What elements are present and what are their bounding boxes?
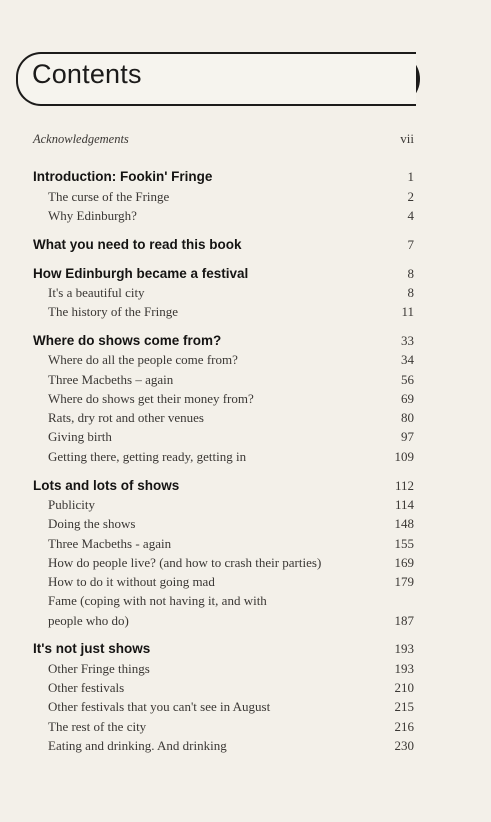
- entry-page-number: 7: [407, 237, 414, 252]
- chapter-entry: [0, 476, 491, 496]
- entry-page-number: 210: [394, 680, 414, 695]
- entry-title: What you need to read this book: [33, 237, 242, 252]
- entry-page-number: 109: [394, 449, 414, 464]
- section-entry: [0, 283, 491, 303]
- section-entry: [0, 370, 491, 390]
- entry-title: Doing the shows: [48, 516, 136, 531]
- entry-page-number: 216: [394, 719, 414, 734]
- section-entry: [0, 553, 491, 573]
- entry-title: Other festivals: [48, 680, 125, 695]
- entry-title: The curse of the Fringe: [48, 189, 170, 204]
- entry-page-number: 215: [394, 699, 414, 714]
- chapter-entry: [0, 264, 491, 284]
- section-entry: [0, 187, 491, 207]
- entry-title: It's a beautiful city: [48, 285, 145, 300]
- entry-title: Rats, dry rot and other venues: [48, 410, 204, 425]
- entry-title: Eating and drinking. And drinking: [48, 738, 227, 753]
- page-title: Contents: [32, 59, 142, 89]
- entry-page-number: 4: [407, 208, 414, 223]
- entry-page-number: 155: [394, 536, 414, 551]
- entry-page-number: 193: [394, 661, 414, 676]
- section-entry: [0, 408, 491, 428]
- section-entry: [0, 736, 491, 756]
- section-entry: [0, 534, 491, 554]
- section-entry: [0, 514, 491, 534]
- entry-title: Fame (coping with not having it, and with: [48, 593, 267, 608]
- entry-page-number: 169: [394, 555, 414, 570]
- section-entry: [0, 427, 491, 447]
- section-entry: [0, 302, 491, 322]
- section-entry: [0, 659, 491, 679]
- section-entry: [0, 206, 491, 226]
- entry-title: Where do shows come from?: [33, 333, 222, 348]
- entry-title: Three Macbeths - again: [48, 536, 172, 551]
- entry-page-number: 8: [407, 285, 414, 300]
- entry-title: Where do all the people come from?: [48, 352, 238, 367]
- section-entry: [0, 495, 491, 515]
- entry-page-number: 114: [394, 497, 414, 512]
- entry-page-number: 69: [401, 391, 414, 406]
- entry-title: How to do it without going mad: [48, 574, 215, 589]
- chapter-entry: [0, 167, 491, 187]
- entry-page-number: 97: [401, 429, 414, 444]
- entry-title: Giving birth: [48, 429, 112, 444]
- entry-title: Introduction: Fookin' Fringe: [33, 169, 213, 184]
- entry-page-number: 1: [407, 169, 414, 184]
- entry-title: How do people live? (and how to crash their parties): [48, 555, 322, 570]
- entry-page-number: vii: [400, 131, 414, 146]
- section-entry: [0, 611, 491, 631]
- front-matter-entry: [0, 129, 491, 149]
- section-entry: [0, 389, 491, 409]
- entry-title: Getting there, getting ready, getting in: [48, 449, 247, 464]
- chapter-entry: [0, 331, 491, 351]
- section-entry: [0, 350, 491, 370]
- entry-page-number: 56: [401, 372, 414, 387]
- entry-page-number: 230: [394, 738, 414, 753]
- entry-page-number: 33: [401, 333, 414, 348]
- entry-title: The rest of the city: [48, 719, 147, 734]
- entry-title: Other Fringe things: [48, 661, 150, 676]
- section-entry: [0, 678, 491, 698]
- entry-title: Publicity: [48, 497, 95, 512]
- section-entry: [0, 717, 491, 737]
- entry-title: Acknowledgements: [33, 132, 129, 146]
- entry-title: Where do shows get their money from?: [48, 391, 254, 406]
- entry-page-number: 34: [401, 352, 414, 367]
- entry-page-number: 179: [394, 574, 414, 589]
- entry-page-number: 11: [401, 304, 414, 319]
- chapter-entry: [0, 235, 491, 255]
- entry-title: It's not just shows: [33, 641, 151, 656]
- section-entry: [0, 572, 491, 592]
- entry-page-number: 2: [407, 189, 414, 204]
- entry-title: Lots and lots of shows: [33, 478, 180, 493]
- entry-page-number: 80: [401, 410, 414, 425]
- entry-title: Three Macbeths – again: [48, 372, 174, 387]
- entry-title: The history of the Fringe: [48, 304, 178, 319]
- entry-title: Other festivals that you can't see in August: [48, 699, 271, 714]
- section-entry: [0, 697, 491, 717]
- section-entry: [0, 447, 491, 467]
- entry-page-number: 148: [394, 516, 414, 531]
- entry-page-number: 193: [394, 641, 414, 656]
- entry-page-number: 8: [407, 266, 414, 281]
- entry-title: How Edinburgh became a festival: [33, 266, 249, 281]
- section-entry: [0, 591, 491, 611]
- chapter-entry: [0, 639, 491, 659]
- entry-page-number: 112: [394, 478, 414, 493]
- entry-title: people who do): [48, 613, 129, 628]
- entry-page-number: 187: [394, 613, 414, 628]
- entry-title: Why Edinburgh?: [48, 208, 137, 223]
